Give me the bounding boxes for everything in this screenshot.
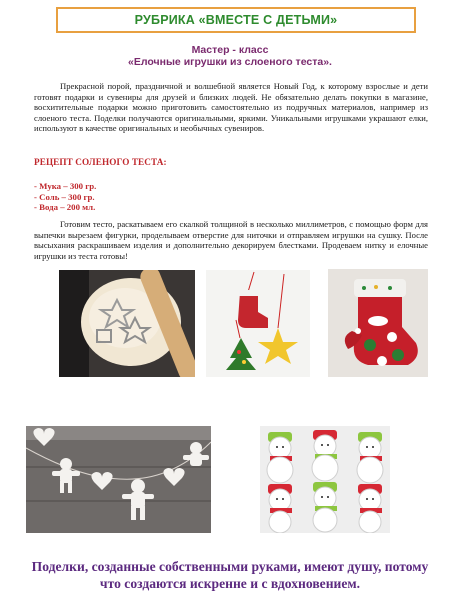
intro-paragraph: Прекрасной порой, праздничной и волшебной является Новый Год, к которому взрослые и дети готовят подарки и сувениры для друзей и близких людей. Не обязательно делать покупки в магазине, восхитительные подарки можно приготовить самостоятельно из подручных материалов, например из слоеного теста. Поделки получаются оригинальными, яркими. Уникальными игрушками украшают елки, используют в качестве оригинальных и необычных сувениров. bbox=[34, 81, 428, 134]
masterclass-title bbox=[0, 44, 460, 68]
photo-snowman-ornaments bbox=[260, 426, 390, 533]
closing-statement: Поделки, созданные собственными руками, имеют душу, потому что создаются искренне и с вдохновением. bbox=[31, 559, 429, 591]
masterclass-line-2: «Елочные игрушки из слоеного теста». bbox=[128, 56, 332, 68]
photo-red-stocking bbox=[328, 269, 428, 377]
photo-dough-cutters bbox=[59, 270, 195, 377]
recipe-heading: РЕЦЕПТ СОЛЕНОГО ТЕСТА: bbox=[34, 157, 167, 167]
ingredient-salt: - Соль – 300 гр. bbox=[34, 191, 95, 202]
ingredient-flour: - Мука – 300 гр. bbox=[34, 181, 97, 191]
rubric-header bbox=[56, 7, 416, 33]
instructions-paragraph: Готовим тесто, раскатываем его скалкой толщиной в несколько миллиметров, с помощью форм для выпечки вырезаем фигурки, проделываем отверстие для ниточки и отправляем игрушки на сушку. После высыхания раскрашиваем изделия и дополнительно декорируем блестками. Продеваем нитку и елочные игрушки из теста готовы! bbox=[34, 219, 428, 261]
photo-painted-ornaments bbox=[206, 270, 310, 377]
masterclass-line-1: Мастер - класс bbox=[191, 44, 269, 56]
ingredient-water: - Вода – 200 мл. bbox=[34, 202, 96, 212]
ingredients-list bbox=[34, 181, 96, 213]
photo-gingerbread-garland bbox=[26, 426, 211, 533]
rubric-title: РУБРИКА «ВМЕСТЕ С ДЕТЬМИ» bbox=[134, 13, 338, 27]
